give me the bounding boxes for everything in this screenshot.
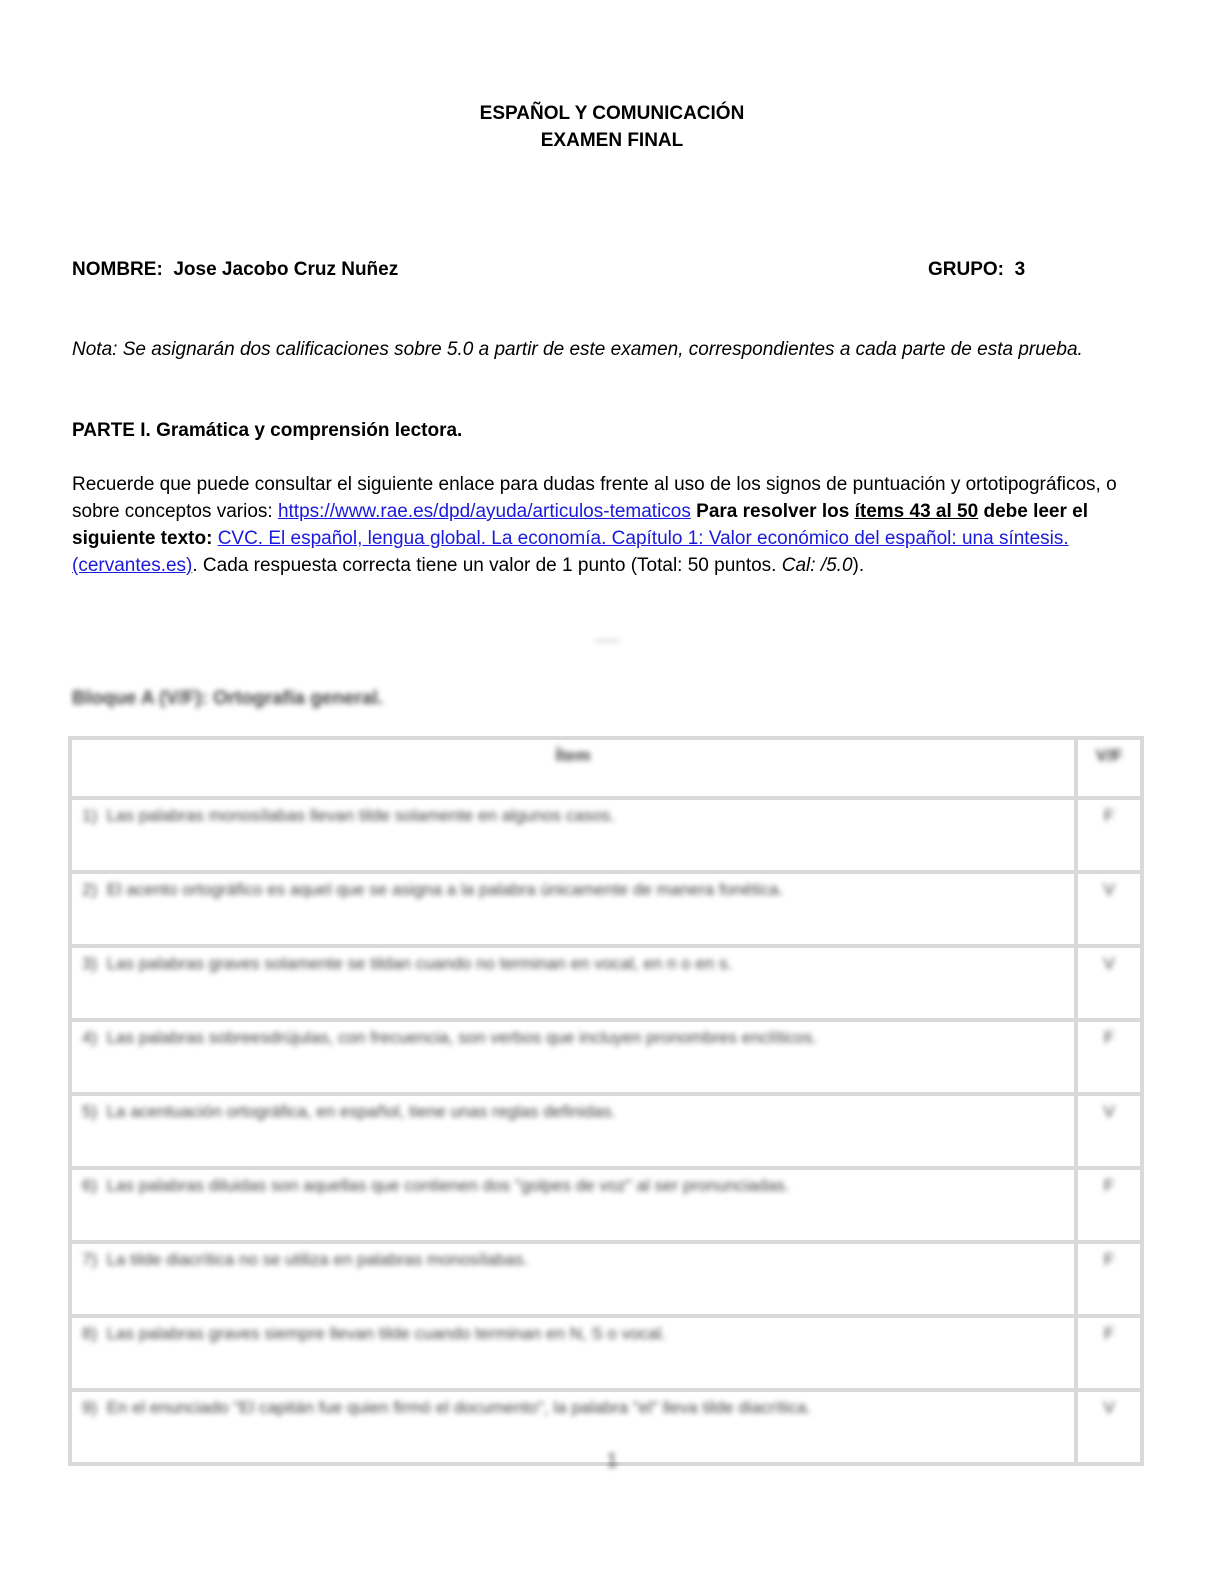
student-info <box>72 259 1132 281</box>
item-number: 1) <box>82 806 98 825</box>
cvc-link[interactable]: CVC. El español, lengua global. La economía. Capítulo 1: Valor económico del español: una síntesis. (cervantes.es) <box>72 528 1069 576</box>
name-value: Jose Jacobo Cruz Nuñez <box>173 259 399 280</box>
item-statement <box>70 1094 1076 1168</box>
block-title: Bloque A (V/F): Ortografía general. <box>72 688 384 709</box>
item-number: 3) <box>82 954 98 973</box>
table-header-row <box>70 738 1142 798</box>
header-answer: V/F <box>1076 738 1142 798</box>
document-title <box>0 100 1224 154</box>
item-statement <box>70 1020 1076 1094</box>
item-statement <box>70 1168 1076 1242</box>
instruction-bold-a: Para resolver los <box>690 501 855 522</box>
table-row <box>70 1316 1142 1390</box>
page-number: 1 <box>606 1450 618 1472</box>
item-text: La acentuación ortográfica, en español, tiene unas reglas definidas. <box>106 1102 616 1121</box>
item-statement <box>70 946 1076 1020</box>
page-break-marker: ——— <box>595 636 619 645</box>
item-number: 2) <box>82 880 98 899</box>
rae-link[interactable]: https://www.rae.es/dpd/ayuda/articulos-tematicos <box>277 501 691 522</box>
table-row <box>70 872 1142 946</box>
item-answer[interactable]: V <box>1076 1390 1142 1464</box>
item-answer[interactable]: V <box>1076 946 1142 1020</box>
item-answer[interactable]: F <box>1076 1316 1142 1390</box>
cal-text: Cal: /5.0 <box>781 555 853 576</box>
item-answer[interactable]: V <box>1076 872 1142 946</box>
item-text: La tilde diacrítica no se utiliza en palabras monosílabas. <box>106 1250 529 1269</box>
item-number: 9) <box>82 1398 98 1417</box>
name-label: NOMBRE: <box>72 259 163 280</box>
tail-close: ). <box>852 555 865 576</box>
item-answer[interactable]: V <box>1076 1094 1142 1168</box>
part-1-instructions <box>72 471 1137 579</box>
item-number: 4) <box>82 1028 98 1047</box>
table-row <box>70 1242 1142 1316</box>
item-number: 7) <box>82 1250 98 1269</box>
grading-note: Nota: Se asignarán dos calificaciones sobre 5.0 a partir de este examen, correspondientes a cada parte de esta prueba. <box>72 339 1083 360</box>
item-number: 6) <box>82 1176 98 1195</box>
items-range: ítems 43 al 50 <box>854 501 979 522</box>
item-text: En el enunciado "El capitán fue quien firmó el documento", la palabra "el" lleva tilde diacrítica. <box>106 1398 812 1417</box>
item-answer[interactable]: F <box>1076 798 1142 872</box>
header-item: Ítem <box>70 738 1076 798</box>
title-line-1: ESPAÑOL Y COMUNICACIÓN <box>479 103 745 124</box>
table-row <box>70 946 1142 1020</box>
item-statement <box>70 798 1076 872</box>
table-row <box>70 1168 1142 1242</box>
items-table <box>68 736 1144 1466</box>
table-row <box>70 798 1142 872</box>
item-text: El acento ortográfico es aquel que se asigna a la palabra únicamente de manera fonética. <box>106 880 784 899</box>
item-statement <box>70 872 1076 946</box>
group-label: GRUPO: <box>928 259 1004 280</box>
item-text: Las palabras graves solamente se tildan cuando no terminan en vocal, en n o en s. <box>106 954 733 973</box>
item-text: Las palabras diluidas son aquellas que contienen dos "golpes de voz" al ser pronunciadas. <box>106 1176 790 1195</box>
item-number: 8) <box>82 1324 98 1343</box>
item-number: 5) <box>82 1102 98 1121</box>
part-1-title: PARTE I. Gramática y comprensión lectora. <box>72 420 463 441</box>
item-text: Las palabras monosílabas llevan tilde solamente en algunos casos. <box>106 806 616 825</box>
table-row <box>70 1094 1142 1168</box>
item-text: Las palabras graves siempre llevan tilde cuando terminan en N, S o vocal. <box>106 1324 666 1343</box>
group-value: 3 <box>1014 259 1026 280</box>
item-answer[interactable]: F <box>1076 1168 1142 1242</box>
instruction-bold-b: debe leer el siguiente texto: <box>72 501 1089 549</box>
table-row <box>70 1020 1142 1094</box>
title-line-2: EXAMEN FINAL <box>540 130 684 151</box>
item-answer[interactable]: F <box>1076 1020 1142 1094</box>
item-answer[interactable]: F <box>1076 1242 1142 1316</box>
group-field <box>928 259 1025 281</box>
tail-text: . Cada respuesta correcta tiene un valor de 1 punto (Total: 50 puntos. <box>192 555 782 576</box>
item-statement <box>70 1242 1076 1316</box>
item-text: Las palabras sobreesdrújulas, con frecuencia, son verbos que incluyen pronombres enclíticos. <box>106 1028 818 1047</box>
item-statement <box>70 1316 1076 1390</box>
intro-text: Recuerde que puede consultar el siguiente enlace para dudas frente al uso de los signos de puntuación y ortotipográficos, o sobre conceptos varios: <box>72 474 1117 522</box>
